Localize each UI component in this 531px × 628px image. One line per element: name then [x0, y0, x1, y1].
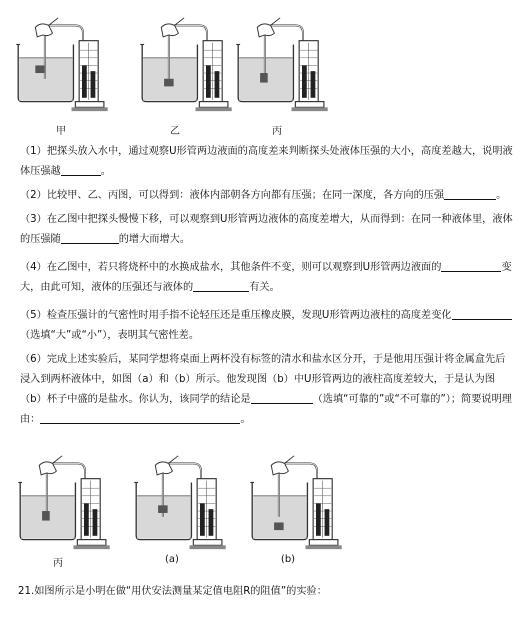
answer-blank-5[interactable]	[452, 307, 512, 320]
answer-blank-2[interactable]	[444, 187, 496, 200]
figure-label-bing: 丙	[272, 126, 282, 137]
figure-bing	[232, 14, 332, 114]
question-2: （2）比较甲、乙、丙图，可以得到：液体内部朝各方向都有压强；在同一深度，各方向的压强 。	[20, 186, 515, 206]
figure-yi	[136, 14, 236, 114]
figure-label-bing-bottom: 丙	[53, 558, 63, 569]
answer-blank-6a[interactable]	[251, 391, 313, 404]
figure-bing-bottom	[14, 452, 114, 552]
question-5: （5）检查压强计的气密性时用手指不论轻压还是重压橡皮膜，发现U形管两边液柱的高度差变化（选填“大”或“小”），表明其气密性差。	[20, 306, 515, 346]
question-3: （3）在乙图中把探头慢慢下移，可以观察到U形管两边液体的高度差增大，从而得到：在同一种液体里，液体的压强随 的增大而增大。	[20, 214, 513, 245]
figure-a	[130, 452, 230, 552]
answer-blank-3[interactable]	[61, 231, 119, 244]
question-1: （1）把探头放入水中，通过观察U形管两边液面的高度差来判断探头处液体压强的大小，高度差越大，说明液体压强越 。	[20, 146, 513, 177]
figure-label-jia: 甲	[56, 126, 66, 137]
figure-jia	[12, 14, 112, 114]
answer-blank-4a[interactable]	[441, 259, 501, 272]
question-21-stem: 21.如图所示是小明在做“用伏安法测量某定值电阻R的阻值”的实验：	[18, 586, 327, 597]
figure-label-yi: 乙	[170, 126, 180, 137]
figure-label-a: (a)	[165, 554, 179, 565]
answer-blank-1[interactable]	[61, 163, 101, 176]
question-4: （4）在乙图中，若只将烧杯中的水换成盐水，其他条件不变，则可以观察到U形管两边液面的 变大，由此可知，液体的压强还与液体的 有关。	[20, 258, 515, 298]
question-6: （6）完成上述实验后，某同学想将桌面上两杯没有标签的清水和盐水区分开，于是他用压强计将金属盒先后浸入到两杯液体中，如图（a）和（b）所示。他发现图（b）中U形管两边的液柱高度差较大，于是认为图（b）杯子中盛的是盐水。你认为，该同学的结论是 （选填“可靠的”或“不可靠的”）；简要说明理由： 。	[20, 354, 512, 425]
figure-label-b: (b)	[280, 554, 296, 565]
answer-blank-4b[interactable]	[193, 279, 249, 292]
figure-b	[246, 452, 346, 552]
answer-blank-6b[interactable]	[40, 411, 240, 424]
